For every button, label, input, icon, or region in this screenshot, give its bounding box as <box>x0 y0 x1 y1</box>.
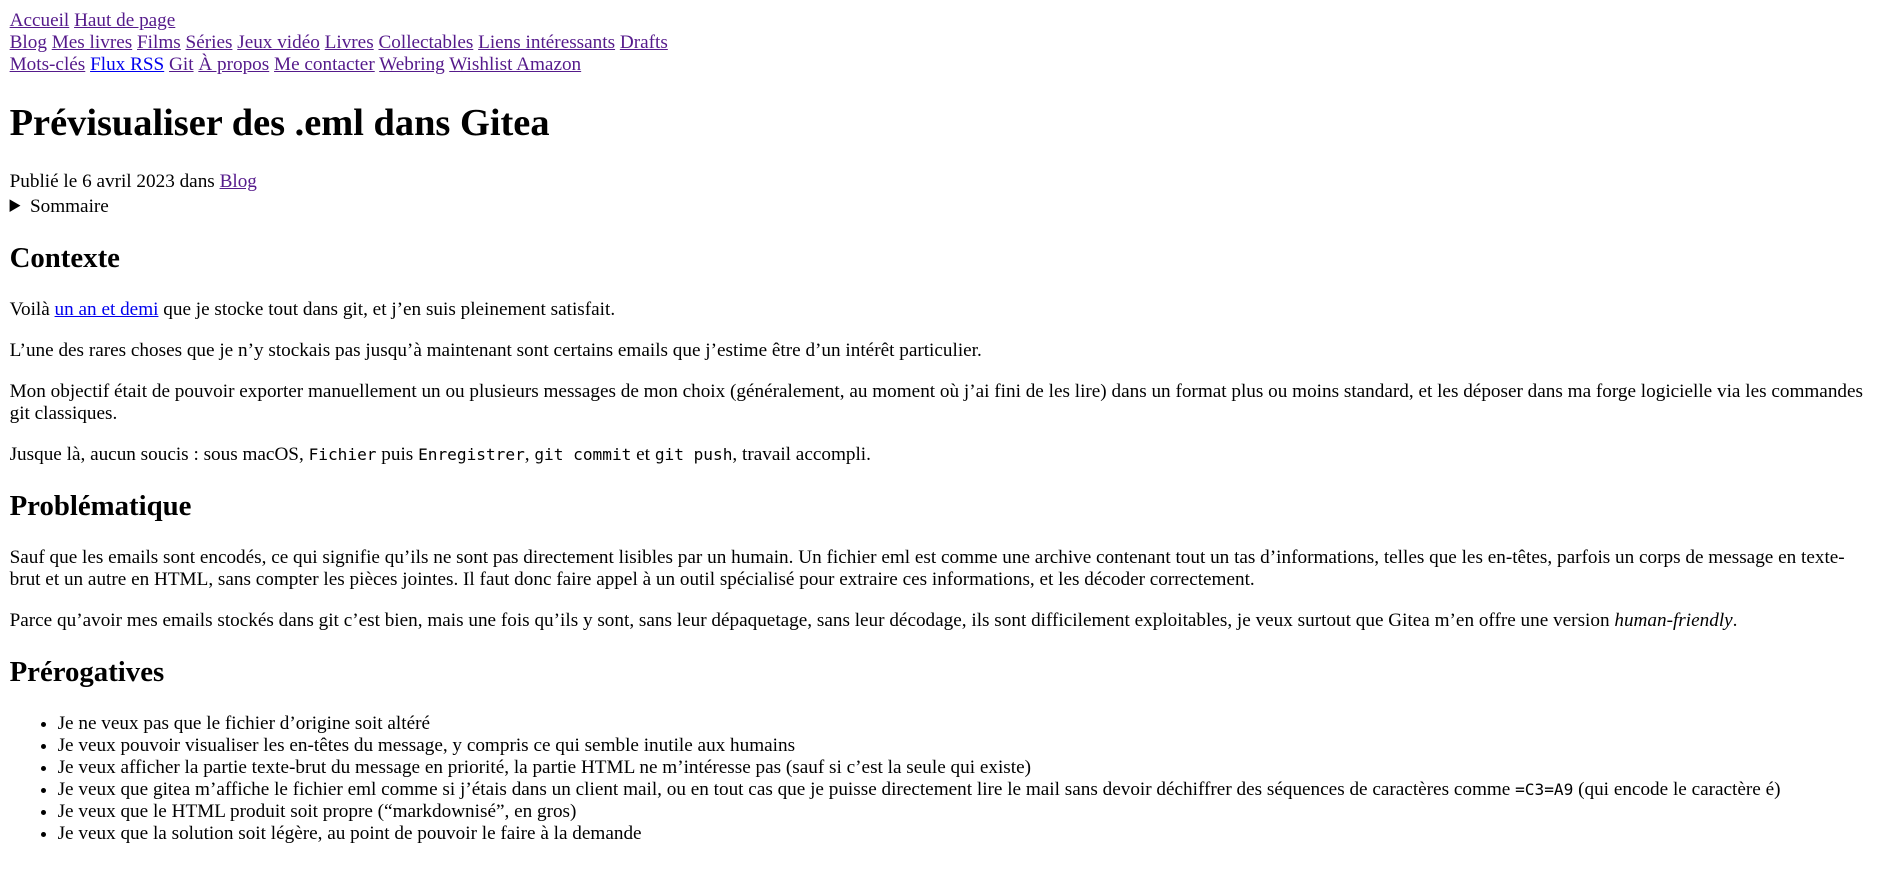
nav-link-liens-interessants[interactable]: Liens intéressants <box>478 31 616 53</box>
emphasis-text: human-friendly <box>1614 610 1733 632</box>
nav-link-flux-rss[interactable]: Flux RSS <box>90 53 165 75</box>
list-item: • Je veux que la solution soit légère, au point de pouvoir le faire à la demande <box>58 823 1868 845</box>
nav-link-mes-livres[interactable]: Mes livres <box>51 31 133 53</box>
section-heading-problematique: Problématique <box>9 490 192 523</box>
inline-code: git commit <box>534 445 632 465</box>
nav-link-jeux-video[interactable]: Jeux vidéo <box>237 31 320 53</box>
nav-link-git[interactable]: Git <box>169 53 194 75</box>
inline-code: Fichier <box>308 445 377 465</box>
paragraph: Parce qu’avoir mes emails stockés dans git c’est bien, mais une fois qu’ils y sont, sans leur dépaquetage, sans leur décodage, ils sont difficilement exploitables, je veux surtout que Gitea m’en offre une version human-friendly. <box>9 610 1738 632</box>
nav-link-accueil[interactable]: Accueil <box>9 9 70 31</box>
article-body <box>10 242 1868 845</box>
section-heading-prerogatives: Prérogatives <box>9 656 165 689</box>
post-meta-category-link[interactable]: Blog <box>219 171 257 193</box>
nav-row-1 <box>10 10 1868 32</box>
list-item: • Je veux que le HTML produit soit propre (“markdownisé”, en gros) <box>58 801 1868 823</box>
nav-link-mots-cles[interactable]: Mots-clés <box>9 53 86 75</box>
page-title: Prévisualiser des .eml dans Gitea <box>9 102 550 145</box>
post-meta <box>10 171 1868 193</box>
nav-link-films[interactable]: Films <box>137 31 181 53</box>
nav-link-wishlist-amazon[interactable]: Wishlist Amazon <box>449 53 582 75</box>
summary-details <box>10 196 1868 218</box>
paragraph: Voilà un an et demi que je stocke tout dans git, et j’en suis pleinement satisfait. <box>9 298 616 320</box>
nav-link-webring[interactable]: Webring <box>379 53 445 75</box>
inline-code: git push <box>654 445 733 465</box>
list-item: • Je veux afficher la partie texte-brut du message en priorité, la partie HTML ne m’intéresse pas (sauf si c’est la seule qui existe) <box>58 757 1868 779</box>
bullet-list <box>10 713 1868 845</box>
paragraph: Jusque là, aucun soucis : sous macOS, Fichier puis Enregistrer, git commit et git push, travail accompli. <box>9 444 871 466</box>
list-item: • Je veux que gitea m’affiche le fichier eml comme si j’étais dans un client mail, ou en tout cas que je puisse directement lire le mail sans devoir déchiffrer des séquences de caractères comme =C3=A9 (qui encode le caractère é) <box>58 779 1868 801</box>
list-item: • Je ne veux pas que le fichier d’origine soit altéré <box>58 713 1868 735</box>
link-un-an-et-demi[interactable]: un an et demi <box>54 298 159 320</box>
nav-row-3 <box>10 54 1868 76</box>
inline-code: Enregistrer <box>418 445 525 465</box>
nav-row-2 <box>10 32 1868 54</box>
nav-link-series[interactable]: Séries <box>185 31 233 53</box>
inline-code: =C3=A9 <box>1515 780 1574 799</box>
nav-link-a-propos[interactable]: À propos <box>198 53 270 75</box>
nav-link-livres[interactable]: Livres <box>324 31 374 53</box>
site-nav <box>10 10 1868 76</box>
post-meta-text: Publié le 6 avril 2023 dans <box>9 171 220 193</box>
list-item: • Je veux pouvoir visualiser les en-têtes du message, y compris ce qui semble inutile aux humains <box>58 735 1868 757</box>
nav-link-blog[interactable]: Blog <box>9 31 47 53</box>
nav-link-me-contacter[interactable]: Me contacter <box>274 53 375 75</box>
paragraph: Sauf que les emails sont encodés, ce qui signifie qu’ils ne sont pas directement lisibles par un humain. Un fichier eml est comme une archive contenant tout un tas d’informations, telles que les en-têtes, parfois un corps de message en texte-brut et un autre en HTML, sans compter les pièces jointes. Il faut donc faire appel à un outil spécialisé pour extraire ces informations, et les décoder correctement. <box>9 547 1845 591</box>
section-heading-contexte: Contexte <box>9 241 120 274</box>
nav-link-haut-de-page[interactable]: Haut de page <box>74 9 176 31</box>
paragraph: L’une des rares choses que je n’y stockais pas jusqu’à maintenant sont certains emails que j’estime être d’un intérêt particulier. <box>9 339 982 361</box>
nav-link-drafts[interactable]: Drafts <box>619 31 668 53</box>
paragraph: Mon objectif était de pouvoir exporter manuellement un ou plusieurs messages de mon choix (généralement, au moment où j’ai fini de les lire) dans un format plus ou moins standard, et les déposer dans ma forge logicielle via les commandes git classiques. <box>9 381 1863 425</box>
summary-toggle[interactable]: Sommaire <box>29 195 109 217</box>
nav-link-collectables[interactable]: Collectables <box>378 31 474 53</box>
